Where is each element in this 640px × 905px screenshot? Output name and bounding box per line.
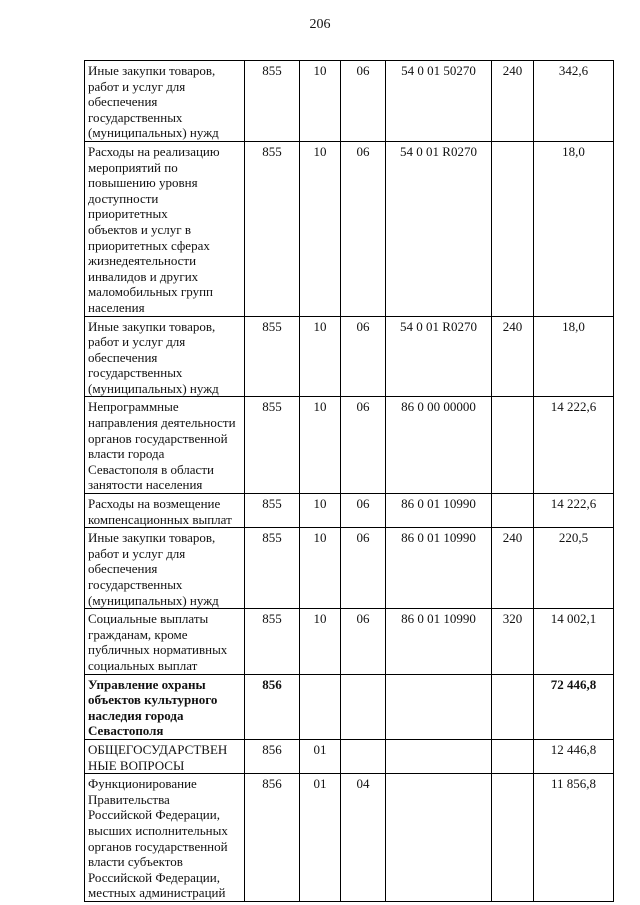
cell-expense-type [492, 739, 534, 773]
cell-name-text: Иные закупки товаров, работ и услуг для обеспечения государственных (муниципальных) нужд [88, 318, 219, 396]
cell-ved: 855 [245, 397, 300, 494]
cell-name [85, 494, 245, 528]
cell-expense-type [492, 774, 534, 902]
cell-target-article: 54 0 01 50270 [386, 61, 492, 142]
table-row [85, 494, 614, 528]
cell-subsection: 06 [341, 528, 386, 609]
cell-name [85, 774, 245, 902]
cell-expense-type: 240 [492, 528, 534, 609]
cell-section: 10 [300, 494, 341, 528]
cell-name [85, 609, 245, 674]
cell-expense-type: 320 [492, 609, 534, 674]
table-row [85, 397, 614, 494]
cell-name-text: Иные закупки товаров, работ и услуг для обеспечения государственных (муниципальных) нужд [88, 63, 219, 141]
page-number: 206 [309, 17, 331, 32]
cell-amount: 220,5 [534, 528, 614, 609]
cell-name-text: ОБЩЕГОСУДАРСТВЕН НЫЕ ВОПРОСЫ [88, 741, 228, 773]
table-row [85, 141, 614, 316]
cell-ved: 856 [245, 774, 300, 902]
cell-amount: 72 446,8 [534, 674, 614, 739]
cell-section: 10 [300, 141, 341, 316]
cell-section: 10 [300, 61, 341, 142]
budget-table-body [85, 61, 614, 902]
table-row [85, 61, 614, 142]
cell-section [300, 674, 341, 739]
cell-target-article: 86 0 01 10990 [386, 609, 492, 674]
cell-amount: 11 856,8 [534, 774, 614, 902]
table-row [85, 674, 614, 739]
table-row [85, 609, 614, 674]
cell-amount: 14 222,6 [534, 494, 614, 528]
cell-name [85, 61, 245, 142]
cell-section: 01 [300, 774, 341, 902]
cell-expense-type: 240 [492, 316, 534, 397]
cell-ved: 856 [245, 674, 300, 739]
cell-name [85, 674, 245, 739]
cell-section: 10 [300, 609, 341, 674]
cell-subsection: 04 [341, 774, 386, 902]
cell-amount: 18,0 [534, 141, 614, 316]
cell-expense-type [492, 494, 534, 528]
cell-expense-type: 240 [492, 61, 534, 142]
cell-amount: 14 002,1 [534, 609, 614, 674]
cell-target-article: 86 0 00 00000 [386, 397, 492, 494]
cell-subsection: 06 [341, 316, 386, 397]
table-row [85, 316, 614, 397]
cell-name [85, 739, 245, 773]
cell-target-article [386, 674, 492, 739]
cell-section: 10 [300, 528, 341, 609]
cell-target-article: 54 0 01 R0270 [386, 141, 492, 316]
cell-target-article [386, 739, 492, 773]
cell-ved: 855 [245, 316, 300, 397]
budget-table [84, 60, 614, 902]
cell-amount: 14 222,6 [534, 397, 614, 494]
cell-name-text: Непрограммные направления деятельности органов государственной власти города Севастополя в области занятости населения [88, 399, 236, 493]
cell-name [85, 528, 245, 609]
cell-name-text: Расходы на возмещение компенсационных выплат [88, 496, 232, 527]
cell-section: 10 [300, 397, 341, 494]
cell-amount: 12 446,8 [534, 739, 614, 773]
cell-ved: 855 [245, 528, 300, 609]
cell-ved: 855 [245, 141, 300, 316]
cell-target-article [386, 774, 492, 902]
cell-name [85, 397, 245, 494]
cell-subsection: 06 [341, 494, 386, 528]
cell-expense-type [492, 141, 534, 316]
cell-name-text: Социальные выплаты гражданам, кроме публичных нормативных социальных выплат [88, 611, 228, 673]
cell-subsection [341, 674, 386, 739]
cell-section: 01 [300, 739, 341, 773]
table-row [85, 528, 614, 609]
cell-target-article: 86 0 01 10990 [386, 528, 492, 609]
cell-expense-type [492, 674, 534, 739]
cell-subsection [341, 739, 386, 773]
cell-subsection: 06 [341, 141, 386, 316]
cell-name-text: Управление охраны объектов культурного наследия города Севастополя [88, 676, 218, 739]
cell-ved: 855 [245, 609, 300, 674]
cell-name-text: Расходы на реализацию мероприятий по повышению уровня доступности приоритетных объектов и услуг в приоритетных сферах жизнедеятельности инвалидов и других маломобильных групп населения [88, 143, 220, 315]
cell-name [85, 141, 245, 316]
cell-ved: 856 [245, 739, 300, 773]
cell-amount: 342,6 [534, 61, 614, 142]
cell-expense-type [492, 397, 534, 494]
cell-subsection: 06 [341, 397, 386, 494]
cell-target-article: 54 0 01 R0270 [386, 316, 492, 397]
cell-section: 10 [300, 316, 341, 397]
cell-target-article: 86 0 01 10990 [386, 494, 492, 528]
cell-ved: 855 [245, 61, 300, 142]
cell-subsection: 06 [341, 609, 386, 674]
cell-amount: 18,0 [534, 316, 614, 397]
cell-name-text: Функционирование Правительства Российской Федерации, высших исполнительных органов государственной власти субъектов Российской Федерации, местных администраций [88, 776, 228, 901]
cell-name [85, 316, 245, 397]
cell-ved: 855 [245, 494, 300, 528]
cell-subsection: 06 [341, 61, 386, 142]
table-row [85, 774, 614, 902]
table-row [85, 739, 614, 773]
cell-name-text: Иные закупки товаров, работ и услуг для обеспечения государственных (муниципальных) нужд [88, 530, 219, 608]
